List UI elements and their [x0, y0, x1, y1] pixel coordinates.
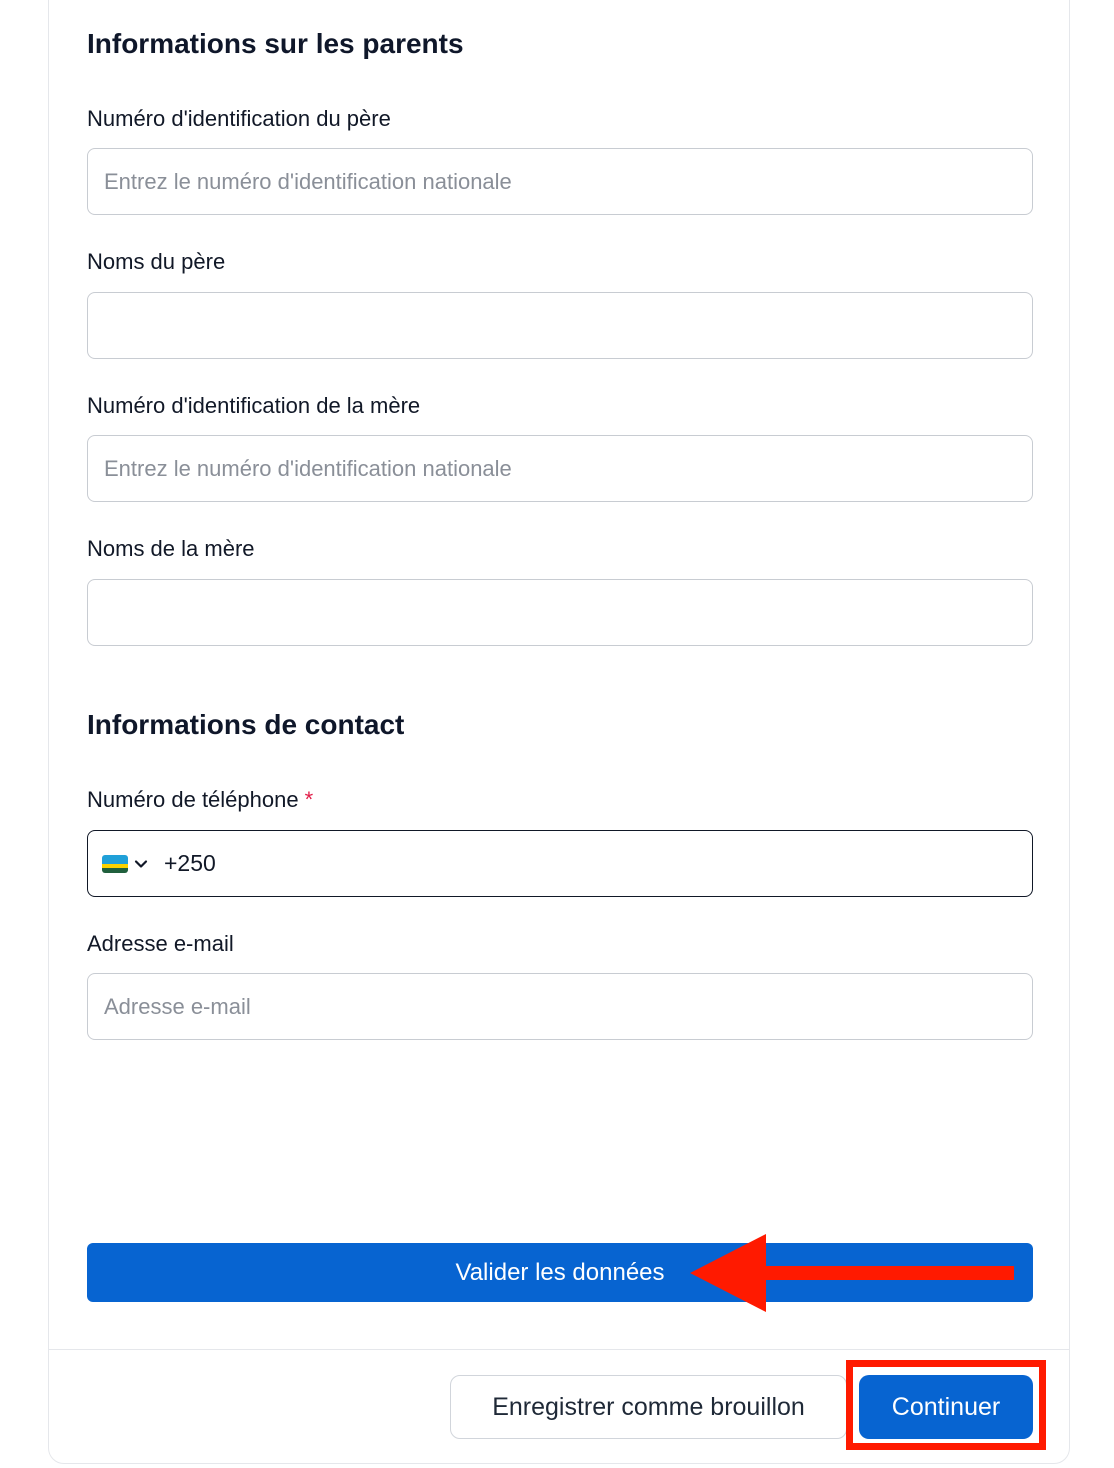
rwanda-flag-icon: [102, 855, 128, 873]
email-input[interactable]: [87, 973, 1033, 1040]
phone-input[interactable]: [162, 849, 946, 878]
footer-divider: [49, 1349, 1069, 1350]
email-label: Adresse e-mail: [87, 931, 234, 956]
phone-label-text: Numéro de téléphone: [87, 787, 299, 812]
mother-names-label: Noms de la mère: [87, 536, 255, 561]
country-code-select[interactable]: [102, 855, 148, 873]
father-id-label: Numéro d'identification du père: [87, 106, 391, 131]
mother-id-label: Numéro d'identification de la mère: [87, 393, 421, 418]
mother-names-input[interactable]: [87, 579, 1033, 646]
father-names-label: Noms du père: [87, 249, 226, 274]
parents-section-title: Informations sur les parents: [87, 28, 464, 59]
contact-section-title: Informations de contact: [87, 709, 405, 740]
father-names-input[interactable]: [87, 292, 1033, 359]
father-id-input[interactable]: [87, 148, 1033, 215]
mother-id-input[interactable]: [87, 435, 1033, 502]
save-draft-button[interactable]: Enregistrer comme brouillon: [450, 1375, 847, 1439]
chevron-down-icon: [134, 857, 148, 871]
required-asterisk: *: [304, 787, 314, 812]
continue-button[interactable]: Continuer: [859, 1375, 1033, 1439]
phone-field: [87, 830, 1033, 897]
validate-data-button[interactable]: Valider les données: [87, 1243, 1033, 1302]
phone-label: [87, 789, 313, 811]
